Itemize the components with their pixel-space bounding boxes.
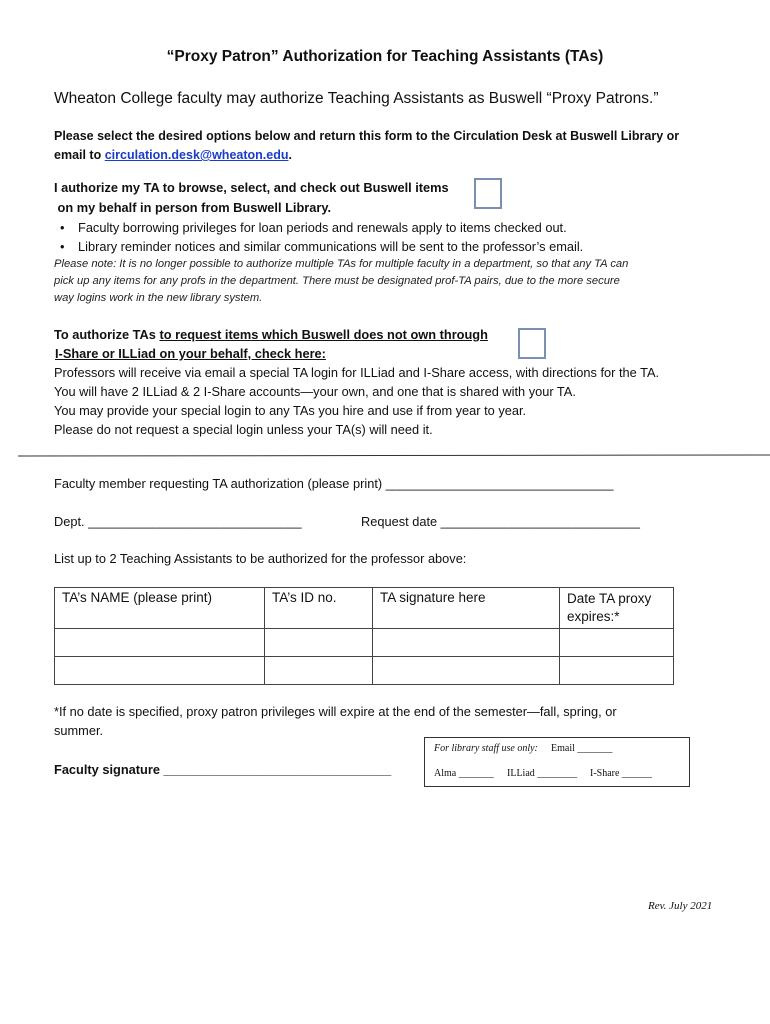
option1-bullets xyxy=(54,218,583,256)
cell-ta-signature[interactable] xyxy=(373,629,560,657)
cell-ta-id[interactable] xyxy=(265,657,373,685)
header-ta-signature: TA signature here xyxy=(373,588,560,629)
option2-prefix: To authorize TAs xyxy=(54,327,160,342)
footnote-line-1: *If no date is specified, proxy patron privileges will expire at the end of the semester—fall, spring, or xyxy=(54,704,617,719)
table-row xyxy=(55,629,674,657)
list-item: • Library reminder notices and similar communications will be sent to the professor’s email. xyxy=(54,237,583,256)
cell-ta-name[interactable] xyxy=(55,657,265,685)
option1-line-2: on my behalf in person from Buswell Library. xyxy=(54,200,332,215)
instructions xyxy=(54,127,734,165)
option2-detail-1: Professors will receive via email a special TA login for ILLiad and I-Share access, with directions for the TA. xyxy=(54,365,660,380)
list-tas-label: List up to 2 Teaching Assistants to be authorized for the professor above: xyxy=(54,551,467,566)
page-title: “Proxy Patron” Authorization for Teaching Assistants (TAs) xyxy=(166,48,604,65)
faculty-signature-field[interactable]: Faculty signature ________________________________ xyxy=(54,762,392,777)
list-item: • Faculty borrowing privileges for loan periods and renewals apply to items checked out. xyxy=(54,218,583,237)
staff-email-field[interactable]: Email _______ xyxy=(551,743,613,754)
staff-use-label: For library staff use only: xyxy=(434,743,538,754)
staff-illiad-field[interactable]: ILLiad ________ xyxy=(507,768,578,779)
staff-alma-field[interactable]: Alma _______ xyxy=(434,768,494,779)
instructions-suffix: . xyxy=(288,148,292,162)
table-row xyxy=(55,657,674,685)
circulation-email-link[interactable]: circulation.desk@wheaton.edu xyxy=(104,148,289,162)
instructions-prefix: email to xyxy=(54,148,105,162)
checkbox-in-person-checkout[interactable] xyxy=(474,178,502,209)
option2-detail-2: You will have 2 ILLiad & 2 I-Share accounts—your own, and one that is shared with your TA. xyxy=(54,384,576,399)
cell-ta-name[interactable] xyxy=(55,629,265,657)
header-ta-name: TA’s NAME (please print) xyxy=(55,588,265,629)
page-subtitle: Wheaton College faculty may authorize Teaching Assistants as Buswell “Proxy Patrons.” xyxy=(54,90,659,107)
cell-ta-signature[interactable] xyxy=(373,657,560,685)
instructions-line-2 xyxy=(54,146,734,165)
header-ta-id: TA’s ID no. xyxy=(265,588,373,629)
staff-use-box xyxy=(424,737,690,787)
cell-proxy-expires[interactable] xyxy=(560,629,674,657)
instructions-line-1: Please select the desired options below and return this form to the Circulation Desk at Buswell Library or xyxy=(54,129,680,143)
option2-line-1 xyxy=(54,327,488,342)
note-line-3: way logins work in the new library system. xyxy=(54,292,263,304)
option1-line-1: I authorize my TA to browse, select, and check out Buswell items xyxy=(54,180,449,195)
section-divider xyxy=(18,454,770,456)
request-date-field[interactable]: Request date ____________________________ xyxy=(361,514,640,529)
option2-underlined: to request items which Buswell does not own through xyxy=(159,327,488,342)
note-line-2: pick up any items for any profs in the department. There must be designated prof-TA pairs, due to the more secure xyxy=(54,275,620,287)
cell-ta-id[interactable] xyxy=(265,629,373,657)
note-line-1: Please note: It is no longer possible to authorize multiple TAs for multiple faculty in a department, so that any TA can xyxy=(54,258,629,270)
staff-ishare-field[interactable]: I-Share ______ xyxy=(590,768,652,779)
option2-line-2: I-Share or ILLiad on your behalf, check here: xyxy=(55,346,326,361)
footnote-line-2: summer. xyxy=(54,723,104,738)
cell-proxy-expires[interactable] xyxy=(560,657,674,685)
revision-date: Rev. July 2021 xyxy=(648,900,713,912)
checkbox-ishare-illiad-requests[interactable] xyxy=(518,328,546,359)
header-proxy-expires: Date TA proxy expires:* xyxy=(560,588,674,629)
dept-field[interactable]: Dept. ______________________________ xyxy=(54,514,302,529)
ta-table xyxy=(54,587,674,685)
option2-detail-3: You may provide your special login to any TAs you hire and use if from year to year. xyxy=(54,403,527,418)
faculty-member-field[interactable]: Faculty member requesting TA authorization (please print) ________________________________ xyxy=(54,476,614,491)
table-header-row xyxy=(55,588,674,629)
option2-detail-4: Please do not request a special login unless your TA(s) will need it. xyxy=(54,422,433,437)
